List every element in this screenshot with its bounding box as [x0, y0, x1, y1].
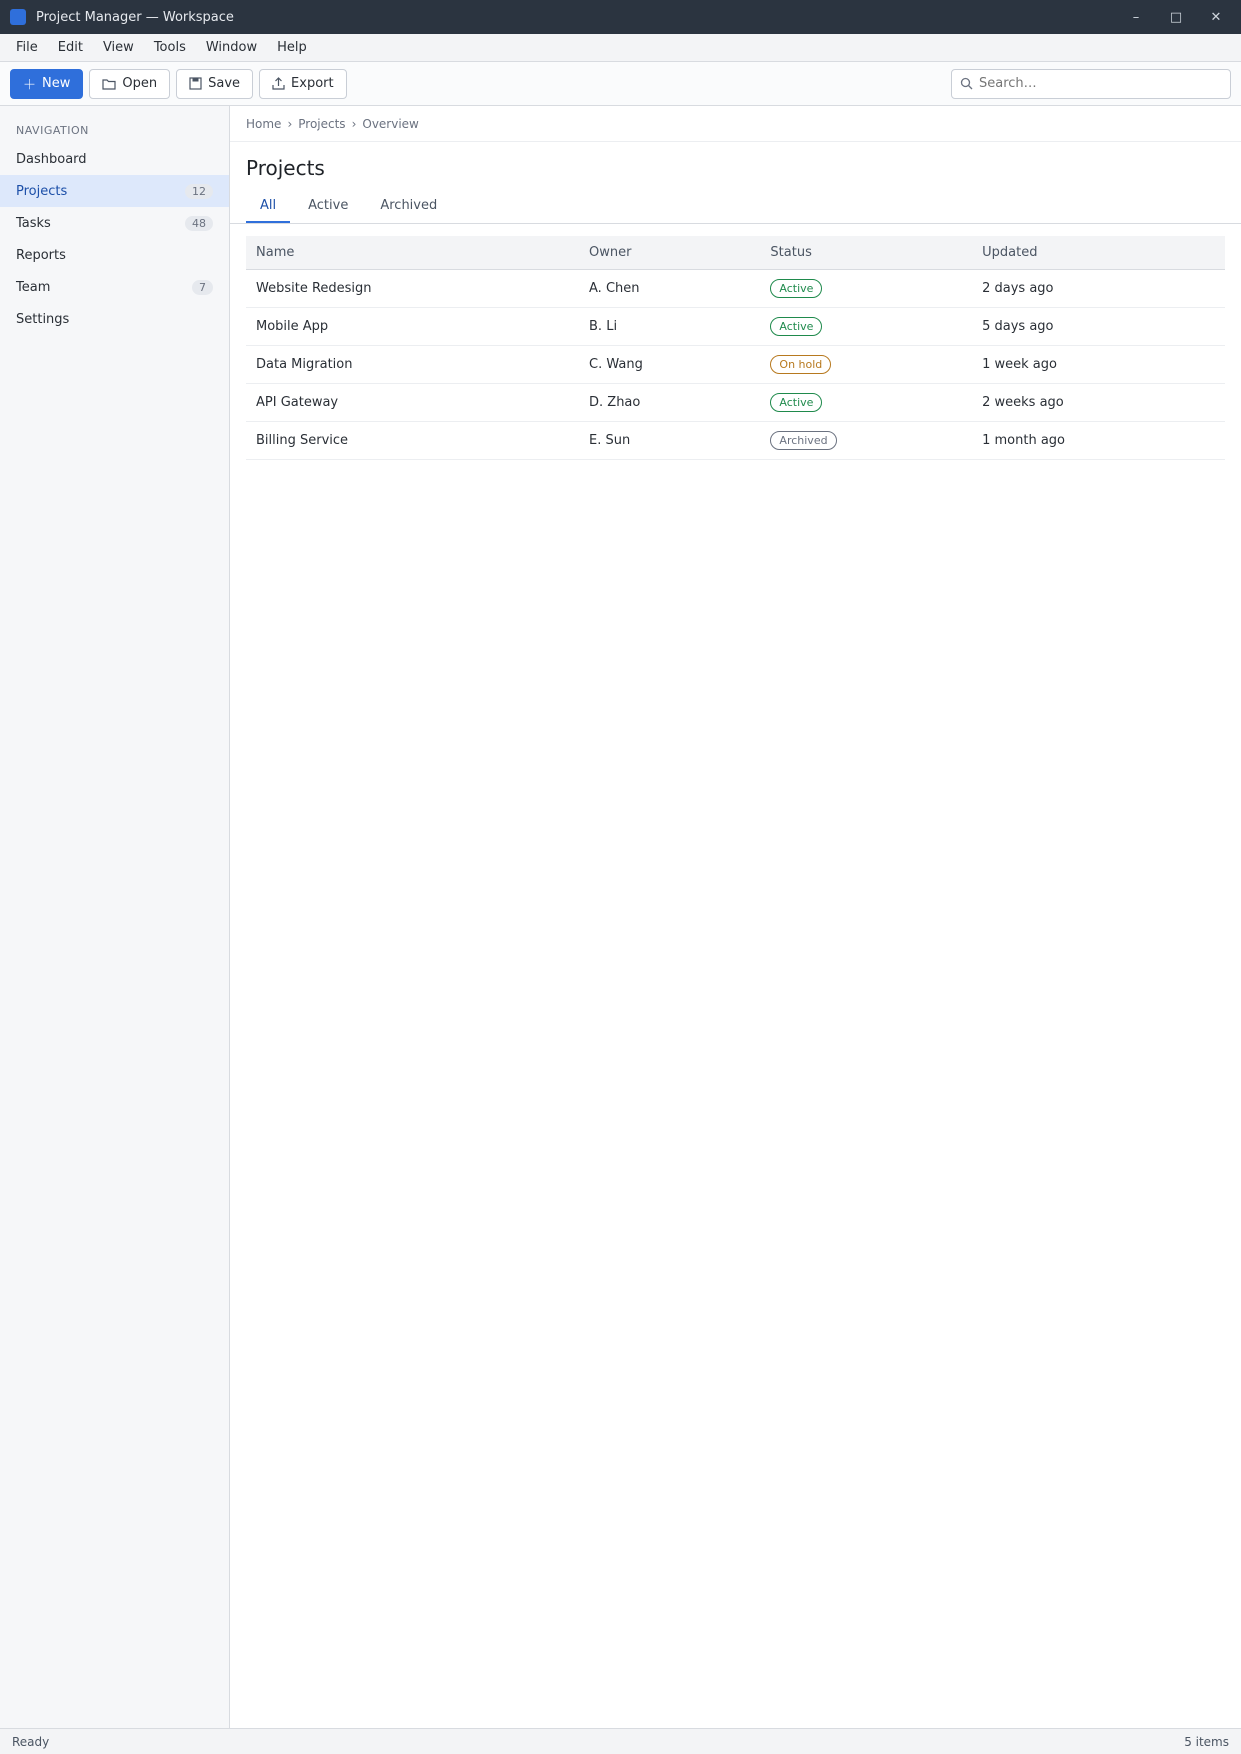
table-cell: Mobile App: [246, 308, 579, 346]
menu-bar: [0, 34, 1241, 62]
table-cell: E. Sun: [579, 422, 760, 460]
search-input[interactable]: [979, 76, 1222, 91]
new-button-label: New: [42, 76, 71, 91]
table-cell: 1 month ago: [972, 422, 1225, 460]
table-container: [230, 224, 1241, 472]
maximize-button[interactable]: □: [1169, 9, 1183, 25]
breadcrumb-current: Overview: [362, 116, 419, 131]
close-button[interactable]: ✕: [1210, 9, 1222, 25]
sidebar-item-team[interactable]: [0, 271, 229, 303]
table-cell: Website Redesign: [246, 270, 579, 308]
breadcrumb-separator: ›: [287, 116, 293, 131]
sidebar-item-label: Tasks: [16, 215, 51, 231]
breadcrumb-separator: ›: [351, 116, 357, 131]
menu-edit[interactable]: Edit: [57, 40, 83, 55]
sidebar-item-label: Team: [16, 279, 51, 295]
app-icon: [10, 9, 26, 25]
table-row[interactable]: [246, 384, 1225, 422]
save-button-label: Save: [208, 76, 241, 91]
table-row[interactable]: [246, 270, 1225, 308]
table-cell: [760, 308, 972, 346]
plus-icon: ＋: [23, 78, 37, 93]
save-button[interactable]: [176, 69, 253, 99]
tab-archived[interactable]: Archived: [380, 198, 438, 213]
sidebar-item-tasks[interactable]: [0, 207, 229, 239]
menu-view[interactable]: View: [102, 40, 134, 55]
table-cell: [760, 346, 972, 384]
sidebar-item-label: Dashboard: [16, 151, 87, 167]
new-button[interactable]: [10, 69, 83, 99]
sidebar-item-projects[interactable]: [0, 175, 229, 207]
status-badge: Active: [770, 279, 822, 298]
table-cell: 2 weeks ago: [972, 384, 1225, 422]
page-title: Projects: [246, 156, 325, 180]
search-icon: [960, 77, 973, 90]
tab-all[interactable]: All: [246, 190, 290, 223]
table-cell: 2 days ago: [972, 270, 1225, 308]
projects-table: [246, 236, 1225, 460]
disk-icon: [189, 77, 202, 90]
menu-tools[interactable]: Tools: [153, 40, 186, 55]
open-button-label: Open: [122, 76, 158, 91]
sidebar-item-reports[interactable]: [0, 239, 229, 271]
sidebar-item-label: Settings: [16, 311, 70, 327]
export-button-label: Export: [291, 76, 334, 91]
column-header[interactable]: Name: [246, 236, 579, 270]
item-count: 5 items: [1184, 1734, 1229, 1749]
breadcrumb: [230, 106, 1241, 142]
sidebar-item-count: 7: [192, 280, 213, 295]
table-cell: Data Migration: [246, 346, 579, 384]
table-cell: [760, 270, 972, 308]
open-button[interactable]: [89, 69, 170, 99]
table-cell: API Gateway: [246, 384, 579, 422]
tab-bar: [230, 184, 1241, 224]
column-header[interactable]: Owner: [579, 236, 760, 270]
table-cell: A. Chen: [579, 270, 760, 308]
table-cell: B. Li: [579, 308, 760, 346]
status-text: Ready: [12, 1734, 50, 1749]
sidebar: [0, 106, 230, 1728]
content-area: [0, 106, 1241, 1728]
sidebar-heading: NAVIGATION: [16, 124, 89, 137]
export-icon: [272, 77, 285, 90]
table-row[interactable]: [246, 346, 1225, 384]
table-cell: 5 days ago: [972, 308, 1225, 346]
table-row[interactable]: [246, 308, 1225, 346]
breadcrumb-projects[interactable]: Projects: [298, 116, 346, 131]
export-button[interactable]: [259, 69, 347, 99]
tab-active[interactable]: Active: [308, 198, 349, 213]
column-header[interactable]: Updated: [972, 236, 1225, 270]
sidebar-item-dashboard[interactable]: [0, 143, 229, 175]
table-header-row: [246, 236, 1225, 270]
main-panel: [230, 106, 1241, 1728]
table-cell: [760, 384, 972, 422]
status-badge: On hold: [770, 355, 831, 374]
status-badge: Archived: [770, 431, 836, 450]
menu-window[interactable]: Window: [205, 40, 258, 55]
status-bar: [0, 1728, 1241, 1754]
table-cell: Billing Service: [246, 422, 579, 460]
status-badge: Active: [770, 393, 822, 412]
minimize-button[interactable]: –: [1132, 9, 1140, 25]
search-box[interactable]: [951, 69, 1231, 99]
title-bar: [0, 0, 1241, 34]
menu-help[interactable]: Help: [277, 40, 307, 55]
sidebar-item-count: 12: [185, 184, 213, 199]
sidebar-item-label: Reports: [16, 247, 66, 263]
table-row[interactable]: [246, 422, 1225, 460]
table-cell: 1 week ago: [972, 346, 1225, 384]
breadcrumb-home[interactable]: Home: [246, 116, 282, 131]
folder-icon: [102, 78, 116, 90]
sidebar-item-settings[interactable]: [0, 303, 229, 335]
table-cell: C. Wang: [579, 346, 760, 384]
window-title: Project Manager — Workspace: [36, 9, 234, 25]
toolbar: [0, 62, 1241, 106]
table-cell: [760, 422, 972, 460]
column-header[interactable]: Status: [760, 236, 972, 270]
table-body: [246, 270, 1225, 460]
table-cell: D. Zhao: [579, 384, 760, 422]
menu-file[interactable]: File: [16, 40, 38, 55]
sidebar-item-label: Projects: [16, 183, 68, 199]
status-badge: Active: [770, 317, 822, 336]
sidebar-item-count: 48: [185, 216, 213, 231]
